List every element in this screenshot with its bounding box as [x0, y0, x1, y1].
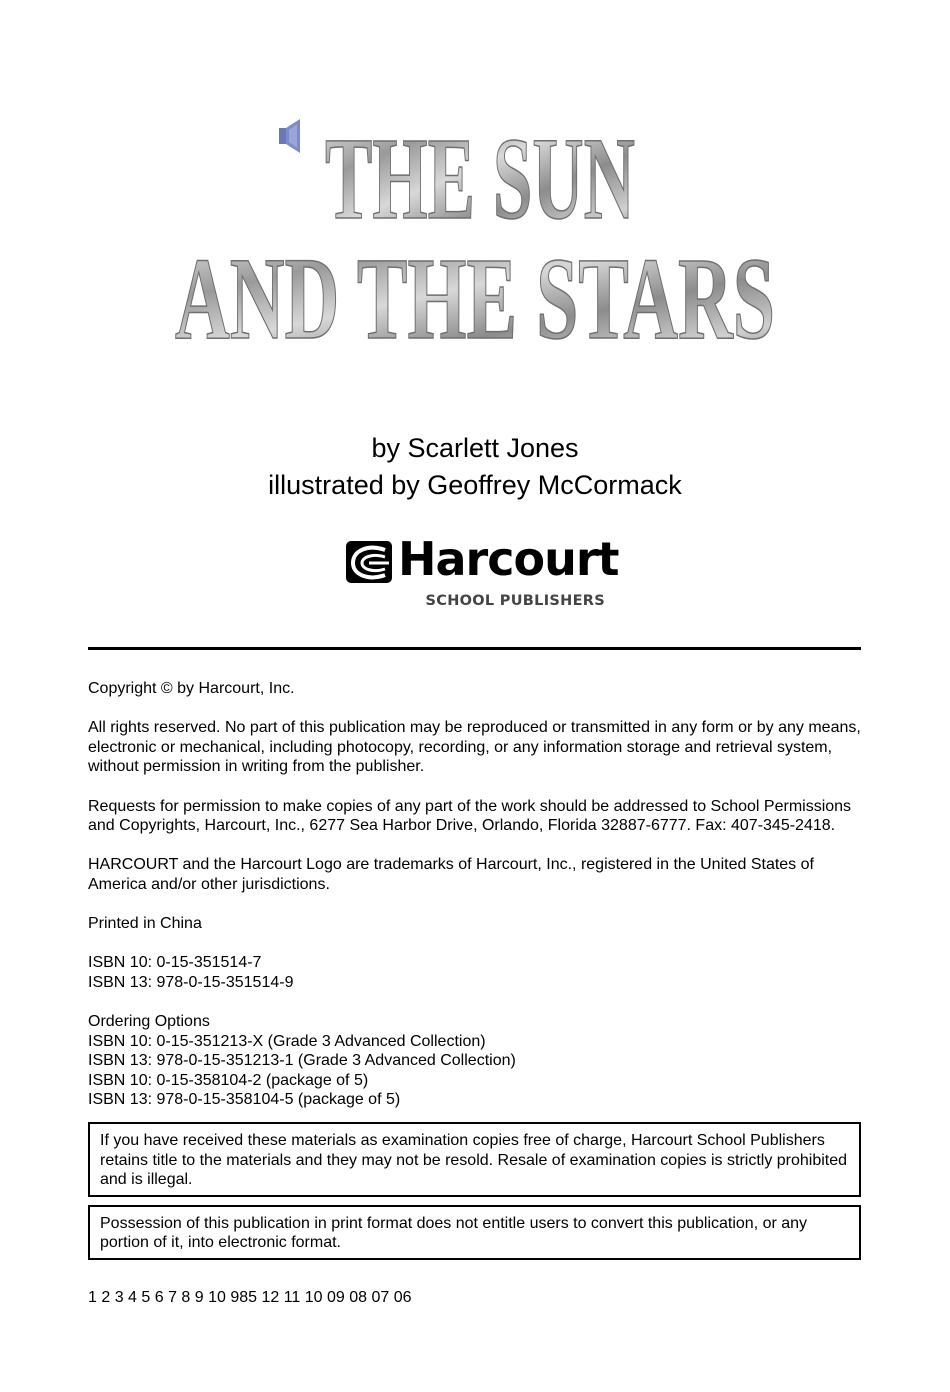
examination-copy-notice: If you have received these materials as examination copies free of charge, Harcourt School Publishers retains title to the materials and they may not be resold. Resale of examination copies is strictly prohibited and is illegal. — [88, 1122, 861, 1197]
title-line-1: THE SUN — [325, 113, 635, 244]
copyright-notice: Copyright © by Harcourt, Inc. — [88, 680, 295, 697]
electronic-format-notice: Possession of this publication in print format does not entitle users to convert this publication, or any portion of it, into electronic format. — [88, 1205, 861, 1260]
isbn-10: ISBN 10: 0-15-351514-7 — [88, 954, 262, 972]
harcourt-swirl-icon — [345, 540, 395, 586]
ordering-item: ISBN 13: 978-0-15-351213-1 (Grade 3 Advanced Collection) — [88, 1052, 516, 1070]
publisher-subtitle: SCHOOL PUBLISHERS — [425, 593, 605, 609]
ordering-title: Ordering Options — [88, 1013, 210, 1031]
byline — [0, 430, 950, 504]
print-line: 1 2 3 4 5 6 7 8 9 10 985 12 11 10 09 08 07 06 — [88, 1289, 412, 1306]
printed-in: Printed in China — [88, 915, 202, 933]
rights-statement: All rights reserved. No part of this publication may be reproduced or transmitted in any form or by any means, electronic or mechanical, including photocopy, recording, or any information storage and retrieval system, without permission in writing from the publisher. — [88, 719, 861, 776]
book-title — [0, 112, 950, 362]
isbn-block — [88, 953, 861, 992]
author: by Scarlett Jones — [371, 433, 579, 463]
isbn-13: ISBN 13: 978-0-15-351514-9 — [88, 973, 294, 991]
illustrator: illustrated by Geoffrey McCormack — [268, 470, 682, 500]
book-title-art — [0, 112, 950, 362]
publisher-name: Harcourt — [398, 532, 619, 586]
title-line-2: AND THE STARS — [175, 233, 775, 362]
publisher-logo — [345, 532, 619, 614]
trademark-statement: HARCOURT and the Harcourt Logo are trademarks of Harcourt, Inc., registered in the United States of America and/or other jurisdictions. — [88, 856, 814, 893]
permission-requests: Requests for permission to make copies of any part of the work should be addressed to School Permissions and Copyrights, Harcourt, Inc., 6277 Sea Harbor Drive, Orlando, Florida 32887-6777. Fax: 407-345-2418. — [88, 797, 852, 835]
copyright-page — [88, 679, 861, 1268]
ordering-options — [88, 1012, 861, 1110]
divider — [88, 647, 861, 650]
ordering-item: ISBN 13: 978-0-15-358104-5 (package of 5) — [88, 1091, 401, 1109]
ordering-item: ISBN 10: 0-15-358104-2 (package of 5) — [88, 1071, 369, 1089]
ordering-item: ISBN 10: 0-15-351213-X (Grade 3 Advanced Collection) — [88, 1032, 486, 1050]
speaker-icon[interactable] — [278, 118, 304, 154]
